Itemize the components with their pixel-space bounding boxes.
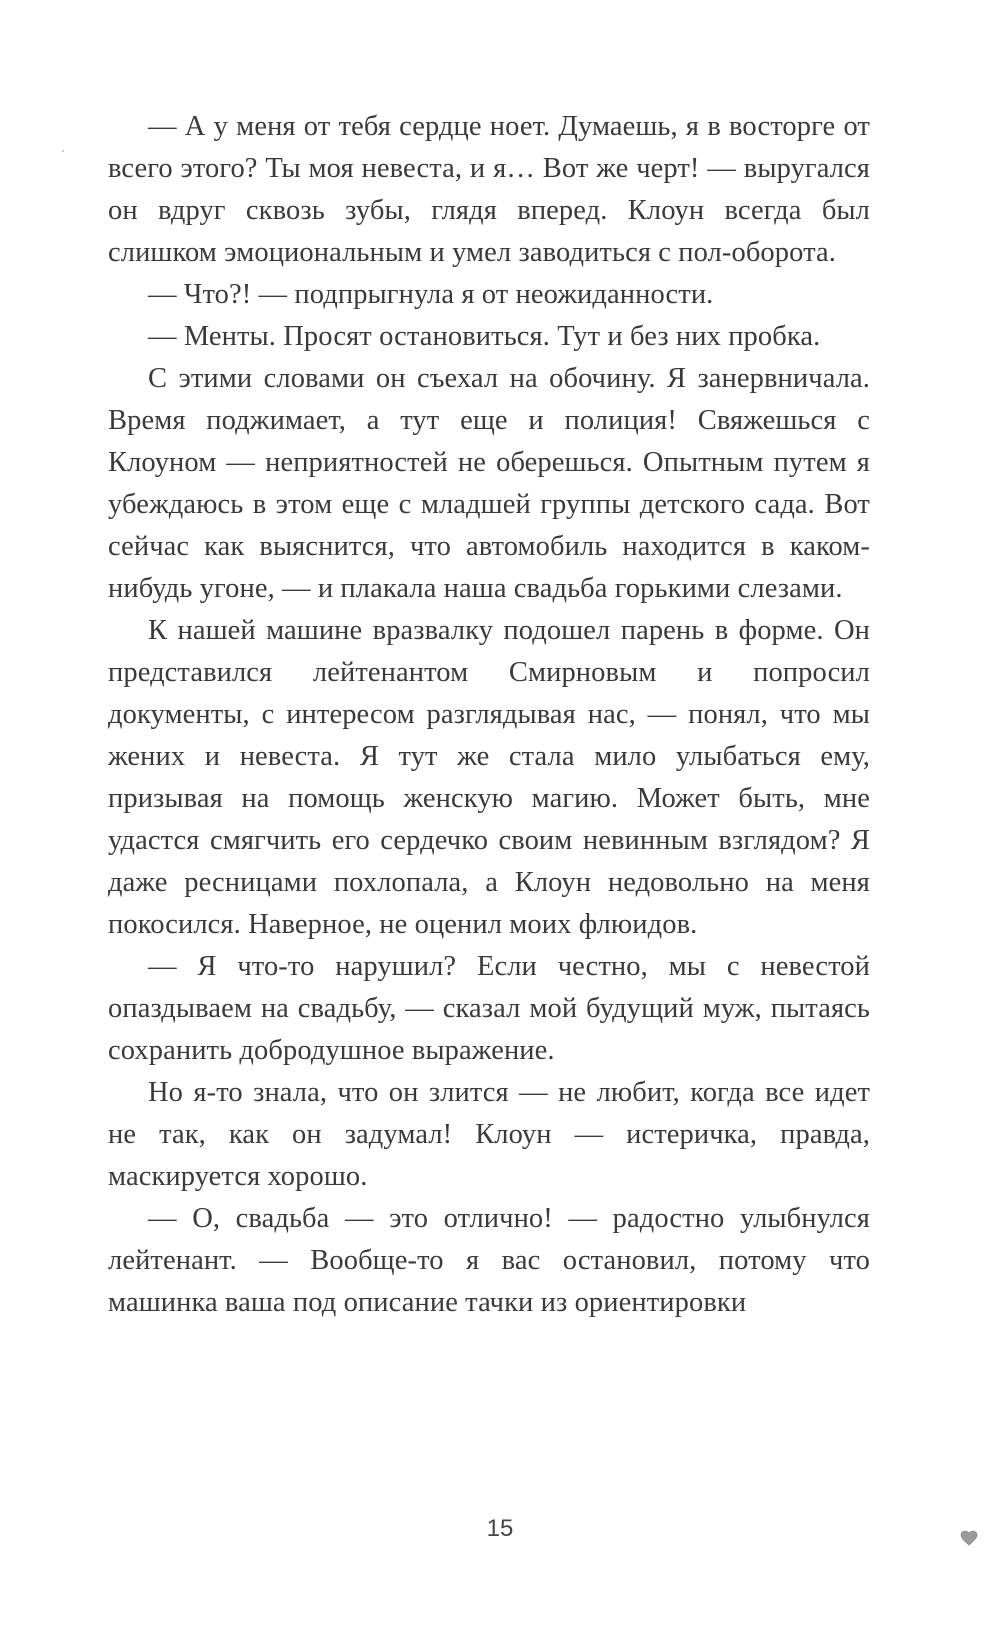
- paragraph-1: — А у меня от тебя сердце ноет. Думаешь, я в восторге от всего этого? Ты моя невеста, и я… Вот же черт! — выругался он вдруг сквозь зубы, глядя вперед. Клоун всегда был слишком эмоциональным и умел заводиться с пол-оборота.: [108, 111, 870, 268]
- paragraph-6: — Я что-то нарушил? Если честно, мы с невестой опаздываем на свадьбу, — сказал мой будущий муж, пытаясь сохранить добродушное выражение.: [108, 951, 870, 1066]
- scan-speck: [62, 150, 64, 152]
- paragraph-8: — О, свадьба — это отлично! — радостно улыбнулся лейтенант. — Вообще-то я вас остановил, потому что машинка ваша под описание тачки из ориентировки: [108, 1203, 870, 1318]
- page-number: 15: [486, 1515, 514, 1542]
- paragraph-4: С этими словами он съехал на обочину. Я занервничала. Время поджимает, а тут еще и полиция! Свяжешься с Клоуном — неприятностей не оберешься. Опытным путем я убеждаюсь в этом еще с младшей группы детского сада. Вот сейчас как выяснится, что автомобиль находится в каком-нибудь угоне, — и плакала наша свадьба горькими слезами.: [108, 363, 870, 604]
- page-body: [108, 106, 870, 1324]
- paragraph-3: — Менты. Просят остановиться. Тут и без них пробка.: [148, 321, 821, 352]
- paragraph-5: К нашей машине вразвалку подошел парень в форме. Он представился лейтенантом Смирновым и попросил документы, с интересом разглядывая нас, — понял, что мы жених и невеста. Я тут же стала мило улыбаться ему, призывая на помощь женскую магию. Может быть, мне удастся смягчить его сердечко своим невинным взглядом? Я даже ресницами похлопала, а Клоун недовольно на меня покосился. Наверное, не оценил моих флюидов.: [108, 615, 870, 940]
- paragraph-2: — Что?! — подпрыгнула я от неожиданности.: [148, 279, 714, 310]
- paragraph-7: Но я-то знала, что он злится — не любит, когда все идет не так, как он задумал! Клоун — истеричка, правда, маскируется хорошо.: [108, 1077, 870, 1192]
- heart-icon: [960, 1530, 978, 1546]
